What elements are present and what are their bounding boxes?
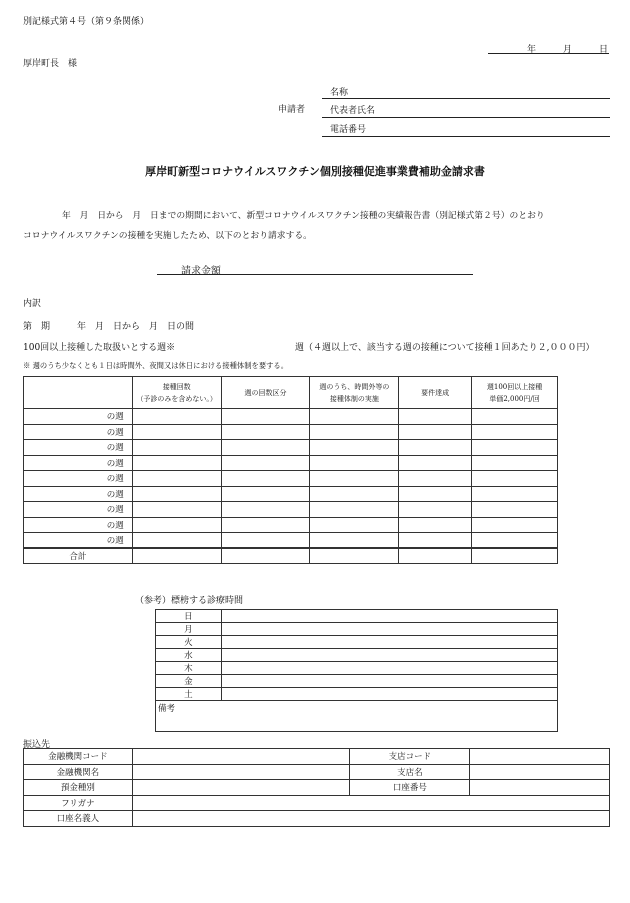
hours-row <box>156 675 558 688</box>
bank-field-value[interactable] <box>132 811 609 827</box>
cell-count[interactable] <box>132 517 221 533</box>
weeks-label: 100回以上接種した取扱いとする週※ <box>23 343 176 353</box>
cell-requirement[interactable] <box>399 533 472 549</box>
cell-overtime[interactable] <box>310 502 399 518</box>
bank-row <box>24 811 610 827</box>
bank-field-label: 支店名 <box>350 764 470 780</box>
cell-category[interactable] <box>221 502 310 518</box>
remarks-cell[interactable] <box>156 701 558 732</box>
bank-table <box>23 748 610 827</box>
applicant-representative-label: 代表者氏名 <box>330 106 376 116</box>
header-requirement: 要件達成 <box>399 377 472 409</box>
week-label: の週 <box>24 471 133 487</box>
bank-row <box>24 749 610 765</box>
amount-label: 請求金額 <box>181 266 221 277</box>
cell-overtime[interactable] <box>310 471 399 487</box>
cell-count[interactable] <box>132 424 221 440</box>
cell-requirement[interactable] <box>399 440 472 456</box>
hours-cell[interactable] <box>221 662 557 675</box>
total-requirement[interactable] <box>399 548 472 563</box>
period-line: 第 期 年 月 日から 月 日の間 <box>23 322 195 332</box>
bank-field-label: 口座番号 <box>350 780 470 796</box>
cell-overtime[interactable] <box>310 517 399 533</box>
bank-field-value[interactable] <box>132 780 350 796</box>
week-label: の週 <box>24 455 133 471</box>
hours-heading: （参考）標榜する診療時間 <box>135 596 244 606</box>
hours-row <box>156 610 558 623</box>
cell-category[interactable] <box>221 409 310 425</box>
date-day-label: 日 <box>599 45 609 55</box>
week-label: の週 <box>24 533 133 549</box>
day-label: 木 <box>156 662 222 675</box>
cell-category[interactable] <box>221 455 310 471</box>
cell-count[interactable] <box>132 471 221 487</box>
week-label: の週 <box>24 409 133 425</box>
cell-count[interactable] <box>132 409 221 425</box>
total-overtime[interactable] <box>310 548 399 563</box>
cell-requirement[interactable] <box>399 424 472 440</box>
total-count[interactable] <box>132 548 221 563</box>
bank-field-value[interactable] <box>132 749 350 765</box>
total-row <box>24 548 558 563</box>
table-row <box>24 471 558 487</box>
hours-row <box>156 688 558 701</box>
date-year-label: 年 <box>527 45 537 55</box>
table-row <box>24 517 558 533</box>
cell-hundred[interactable] <box>472 517 558 533</box>
table-row <box>24 424 558 440</box>
cell-hundred[interactable] <box>472 502 558 518</box>
hours-row <box>156 662 558 675</box>
applicant-phone-line[interactable] <box>322 136 610 137</box>
hours-cell[interactable] <box>221 623 557 636</box>
hours-table <box>155 609 558 732</box>
day-label: 土 <box>156 688 222 701</box>
table-row <box>24 533 558 549</box>
cell-count[interactable] <box>132 502 221 518</box>
cell-requirement[interactable] <box>399 517 472 533</box>
table-row <box>24 440 558 456</box>
day-label: 日 <box>156 610 222 623</box>
hours-cell[interactable] <box>221 675 557 688</box>
table-row <box>24 409 558 425</box>
date-month-label: 月 <box>563 45 573 55</box>
cell-hundred[interactable] <box>472 486 558 502</box>
applicant-label: 申請者 <box>278 105 306 115</box>
bank-field-value[interactable] <box>132 764 350 780</box>
cell-hundred[interactable] <box>472 471 558 487</box>
remarks-row <box>156 701 558 732</box>
cell-overtime[interactable] <box>310 424 399 440</box>
body-line-1: 年 月 日から 月 日までの期間において、新型コロナウイルスワクチン接種の実績報告書（別記様式第２号）のとおり <box>62 211 545 221</box>
hours-row <box>156 623 558 636</box>
cell-requirement[interactable] <box>399 455 472 471</box>
hours-row <box>156 649 558 662</box>
header-category: 週の回数区分 <box>221 377 310 409</box>
weeks-note: 週（４週以上で、該当する週の接種について接種１回あたり２,０００円） <box>295 343 595 353</box>
applicant-name-label: 名称 <box>330 88 349 98</box>
body-line-2: コロナウイルスワクチンの接種を実施したため、以下のとおり請求する。 <box>23 231 312 241</box>
applicant-phone-label: 電話番号 <box>330 125 367 135</box>
date-underline <box>488 53 609 54</box>
table-row <box>24 455 558 471</box>
cell-category[interactable] <box>221 440 310 456</box>
week-label: の週 <box>24 517 133 533</box>
cell-hundred[interactable] <box>472 424 558 440</box>
cell-hundred[interactable] <box>472 455 558 471</box>
hours-cell[interactable] <box>221 610 557 623</box>
bank-row <box>24 795 610 811</box>
bank-field-label: 支店コード <box>350 749 470 765</box>
cell-count[interactable] <box>132 440 221 456</box>
hours-cell[interactable] <box>221 649 557 662</box>
cell-overtime[interactable] <box>310 486 399 502</box>
cell-overtime[interactable] <box>310 533 399 549</box>
cell-requirement[interactable] <box>399 409 472 425</box>
bank-heading: 振込先 <box>23 740 51 750</box>
cell-overtime[interactable] <box>310 440 399 456</box>
cell-category[interactable] <box>221 424 310 440</box>
header-overtime: 週のうち、時間外等の 接種体制の実施 <box>310 377 399 409</box>
cell-hundred[interactable] <box>472 533 558 549</box>
header-blank <box>24 377 133 409</box>
cell-count[interactable] <box>132 486 221 502</box>
bank-field-label: フリガナ <box>24 795 133 811</box>
hours-row <box>156 636 558 649</box>
bank-field-value[interactable] <box>132 795 609 811</box>
cell-overtime[interactable] <box>310 455 399 471</box>
week-label: の週 <box>24 502 133 518</box>
bank-field-value[interactable] <box>470 780 610 796</box>
hours-cell[interactable] <box>221 636 557 649</box>
form-number: 別記様式第４号（第９条関係） <box>23 17 150 27</box>
applicant-representative-line[interactable] <box>322 117 610 118</box>
asterisk-note: ※ 週のうち少なくとも１日は時間外、夜間又は休日における接種体制を要する。 <box>23 361 289 370</box>
breakdown-heading: 内訳 <box>23 299 42 309</box>
bank-field-label: 口座名義人 <box>24 811 133 827</box>
weekly-table <box>23 376 558 564</box>
cell-hundred[interactable] <box>472 440 558 456</box>
weekly-table-header <box>24 377 558 409</box>
bank-field-label: 金融機関名 <box>24 764 133 780</box>
header-hundred: 週100回以上接種 単価2,000円/回 <box>472 377 558 409</box>
cell-count[interactable] <box>132 533 221 549</box>
week-label: の週 <box>24 424 133 440</box>
cell-count[interactable] <box>132 455 221 471</box>
document-title: 厚岸町新型コロナウイルスワクチン個別接種促進事業費補助金請求書 <box>145 165 485 178</box>
cell-category[interactable] <box>221 517 310 533</box>
cell-requirement[interactable] <box>399 502 472 518</box>
cell-category[interactable] <box>221 533 310 549</box>
amount-line[interactable] <box>157 274 473 275</box>
cell-requirement[interactable] <box>399 471 472 487</box>
cell-category[interactable] <box>221 471 310 487</box>
week-label: の週 <box>24 440 133 456</box>
cell-overtime[interactable] <box>310 409 399 425</box>
total-label: 合計 <box>24 548 133 563</box>
remarks-label: 備考 <box>158 704 176 714</box>
cell-category[interactable] <box>221 486 310 502</box>
day-label: 月 <box>156 623 222 636</box>
bank-field-label: 預金種別 <box>24 780 133 796</box>
bank-field-value[interactable] <box>470 749 610 765</box>
bank-row <box>24 764 610 780</box>
cell-hundred[interactable] <box>472 409 558 425</box>
applicant-name-line[interactable] <box>322 98 610 99</box>
bank-field-label: 金融機関コード <box>24 749 133 765</box>
day-label: 水 <box>156 649 222 662</box>
day-label: 金 <box>156 675 222 688</box>
total-hundred[interactable] <box>472 548 558 563</box>
day-label: 火 <box>156 636 222 649</box>
header-count: 接種回数 （予診のみを含めない。） <box>132 377 221 409</box>
cell-requirement[interactable] <box>399 486 472 502</box>
bank-row <box>24 780 610 796</box>
addressee: 厚岸町長 様 <box>23 59 78 69</box>
week-label: の週 <box>24 486 133 502</box>
table-row <box>24 502 558 518</box>
hours-cell[interactable] <box>221 688 557 701</box>
total-category[interactable] <box>221 548 310 563</box>
bank-field-value[interactable] <box>470 764 610 780</box>
table-row <box>24 486 558 502</box>
